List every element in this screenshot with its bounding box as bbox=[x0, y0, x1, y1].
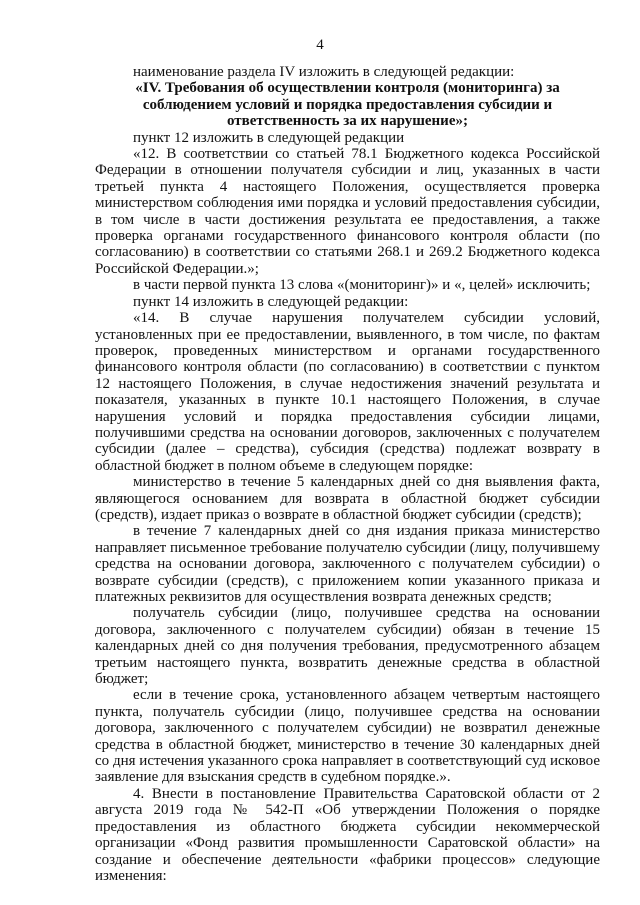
paragraph-ministry-order: министерство в течение 5 календарных дней со дня выявления факта, являющегося основанием для возврата в областной бюджет субсидии (средств), издает приказ о возврате в областной бюджет субсидии (средств); bbox=[95, 474, 600, 523]
document-body bbox=[95, 64, 600, 884]
paragraph-item-13-instruction: в части первой пункта 13 слова «(мониторинг)» и «, целей» исключить; bbox=[133, 277, 591, 294]
paragraph-item-12-text: «12. В соответствии со статьей 78.1 Бюджетного кодекса Российской Федерации в отношении получателя субсидии и лиц, указанных в части третьей пункта 4 настоящего Положения, осуществляется проверка министерством соблюдения ими порядка и условий предоставления субсидии, в том числе в части достижения результата ее предоставления, а также проверка органами государственного финансового контроля области (по согласованию) в соответствии со статьями 268.1 и 269.2 Бюджетного кодекса Российской Федерации.»; bbox=[95, 146, 600, 277]
paragraph-section-title-instruction: наименование раздела IV изложить в следующей редакции: bbox=[133, 64, 515, 80]
paragraph-item-12-instruction: пункт 12 изложить в следующей редакции bbox=[133, 129, 405, 146]
paragraph-recipient-refund: получатель субсидии (лицо, получившее средства на основании договора, заключенного с получателем субсидии) обязан в течение 15 календарных дней со дня получения требования, предусмотренного абзацем третьим настоящего пункта, возвратить денежные средства в областной бюджет; bbox=[95, 605, 600, 688]
paragraph-court-claim: если в течение срока, установленного абзацем четвертым настоящего пункта, получатель субсидии (лицо, получившее средства на основании договора, заключенного с получателем субсидии) не возвратил денежные средства в областной бюджет, министерство в течение 30 календарных дней со дня истечения указанного срока направляет в соответствующий суд исковое заявление для взыскания средств в судебном порядке.». bbox=[95, 687, 600, 786]
section-iv-heading: «IV. Требования об осуществлении контроля (мониторинга) за соблюдением условий и порядка предоставления субсидии и ответственность за их нарушение»; bbox=[135, 80, 560, 130]
paragraph-written-demand: в течение 7 календарных дней со дня издания приказа министерство направляет письменное требование получателю субсидии (лицу, получившему средства на основании договора, заключенного с получателем субсидии) о возврате субсидии (средств), с приложением копии указанного приказа и платежных реквизитов для осуществления возврата денежных средств; bbox=[95, 523, 600, 605]
paragraph-item-14-instruction: пункт 14 изложить в следующей редакции: bbox=[133, 293, 409, 310]
page-number: 4 bbox=[316, 37, 324, 53]
paragraph-item-4-amendments: 4. Внести в постановление Правительства Саратовской области от 2 августа 2019 года № 542-П «Об утверждении Положения о порядке предоставления из областного бюджета субсидии некоммерческой организации «Фонд развития промышленности Саратовской области» на создание и обеспечение деятельности «фабрики процессов» следующие изменения: bbox=[95, 785, 600, 884]
paragraph-item-14-text: «14. В случае нарушения получателем субсидии условий, установленных при ее предоставлении, выявленного, в том числе, по фактам проверок, проведенных министерством и органами государственного финансового контроля области (по согласованию) в соответствии с пунктом 12 настоящего Положения, в случае недостижения значений результата и показателя, указанных в пункте 10.1 настоящего Положения, в случае нарушения условий и порядка предоставления субсидии лицами, получившими средства на основании договоров, заключенных с получателем субсидии (далее – средства), субсидия (средства) подлежат возврату в областной бюджет в полном объеме в следующем порядке: bbox=[95, 310, 600, 474]
